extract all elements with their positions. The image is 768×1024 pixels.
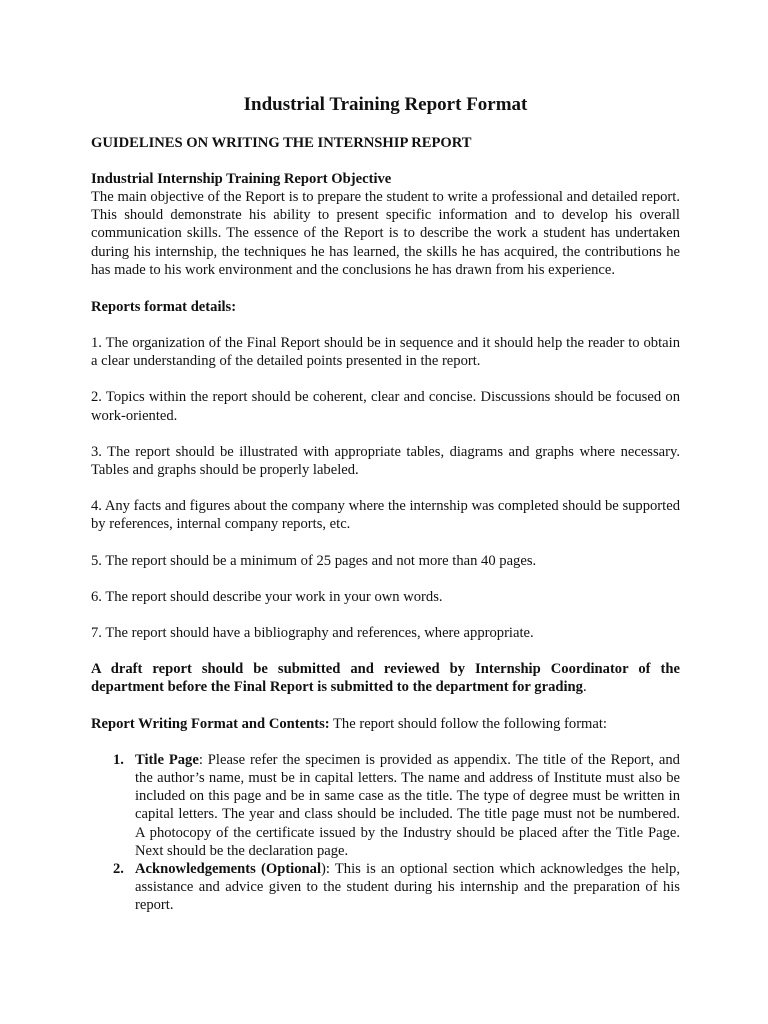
list-item-text: ): This is an optional section which acknowledges the help, assistance and advice given to the student during his internship and the preparation of his report. bbox=[135, 861, 681, 914]
point-2: 2. Topics within the report should be coherent, clear and concise. Discussions should be focused on work-oriented. bbox=[91, 389, 680, 424]
point-1: 1. The organization of the Final Report should be in sequence and it should help the reader to obtain a clear understanding of the detailed points presented in the report. bbox=[91, 335, 680, 370]
contents-list bbox=[91, 751, 680, 915]
draft-note-period: . bbox=[582, 679, 587, 696]
page-title: Industrial Training Report Format bbox=[243, 94, 528, 115]
point-7: 7. The report should have a bibliography and references, where appropriate. bbox=[91, 625, 534, 642]
writing-format bbox=[91, 715, 680, 733]
draft-note bbox=[91, 660, 680, 696]
point-4: 4. Any facts and figures about the company where the internship was completed should be supported by references, internal company reports, etc. bbox=[91, 498, 680, 533]
list-item-text: : Please refer the specimen is provided as appendix. The title of the Report, and the author’s name, must be in capital letters. The name and address of Institute must also be included on this page and be in same case as the title. The type of degree must be written in capital letters. The year and class should be included. The title page must not be numbered. A photocopy of the certificate issued by the Industry should be placed after the Title Page. Next should be the declaration page. bbox=[135, 751, 680, 859]
list-item-label: Title Page bbox=[135, 751, 199, 768]
point-3: 3. The report should be illustrated with appropriate tables, diagrams and graphs where necessary. Tables and graphs should be properly labeled. bbox=[91, 443, 680, 479]
objective-heading: Industrial Internship Training Report Objective bbox=[91, 171, 392, 187]
list-item-acknowledgements bbox=[113, 860, 681, 915]
list-item-title-page bbox=[113, 751, 680, 860]
main-heading: GUIDELINES ON WRITING THE INTERNSHIP REPORT bbox=[91, 135, 472, 151]
format-heading: Reports format details: bbox=[91, 299, 237, 316]
list-number: 2. bbox=[113, 861, 124, 878]
draft-note-text: A draft report should be submitted and reviewed by Internship Coordinator of the department before the Final Report is submitted to the department for grading bbox=[91, 661, 680, 696]
writing-format-text: The report should follow the following format: bbox=[329, 715, 607, 732]
point-5: 5. The report should be a minimum of 25 pages and not more than 40 pages. bbox=[91, 552, 537, 569]
list-item-label: Acknowledgements (Optional bbox=[135, 861, 322, 878]
point-6: 6. The report should describe your work in your own words. bbox=[91, 588, 443, 605]
writing-format-label: Report Writing Format and Contents: bbox=[91, 715, 330, 732]
objective-paragraph: The main objective of the Report is to prepare the student to write a professional and detailed report. This should demonstrate his ability to present specific information and to develop his overall communication skills. The essence of the Report is to describe the work a student has undertaken during his internship, the techniques he has learned, the skills he has acquired, the contributions he has made to his work environment and the conclusions he has drawn from his experience. bbox=[91, 189, 680, 278]
list-number: 1. bbox=[113, 751, 124, 768]
